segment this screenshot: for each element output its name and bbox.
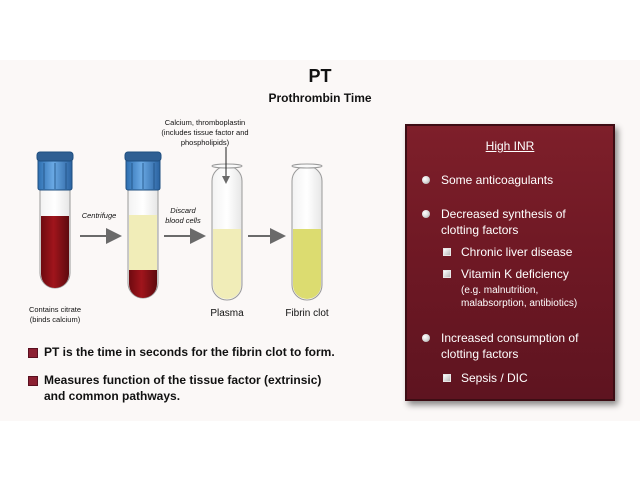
clot-fill bbox=[293, 229, 321, 299]
plasma-layer bbox=[129, 215, 157, 270]
reagent-label-line-2: (includes tissue factor and bbox=[161, 128, 249, 137]
tube1-label-line-2: (binds calcium) bbox=[29, 315, 81, 324]
bullet-item bbox=[28, 344, 388, 360]
square-sub-bullet-icon bbox=[443, 248, 451, 256]
tube-centrifuged bbox=[125, 152, 161, 298]
slide-subtitle: Prothrombin Time bbox=[268, 91, 372, 105]
tube-fibrin-clot bbox=[292, 164, 322, 300]
square-sub-bullet-icon bbox=[443, 374, 451, 382]
round-bullet-icon bbox=[422, 334, 430, 342]
bullet-text: and common pathways. bbox=[44, 389, 181, 403]
bullet-item bbox=[28, 372, 388, 404]
panel-sub-item: Sepsis / DIC bbox=[461, 371, 528, 385]
reagent-label-line-1: Calcium, thromboplastin bbox=[164, 118, 246, 127]
plasma-fill bbox=[213, 229, 241, 299]
tube1-label-line-1: Contains citrate bbox=[28, 305, 82, 314]
square-sub-bullet-icon bbox=[443, 270, 451, 278]
centrifuge-label: Centrifuge bbox=[81, 211, 117, 220]
round-bullet-icon bbox=[422, 176, 430, 184]
tube-plasma bbox=[212, 164, 242, 300]
cell-layer bbox=[129, 270, 157, 298]
bullet-text: PT is the time in seconds for the fibrin clot to form. bbox=[44, 345, 335, 359]
round-bullet-icon bbox=[422, 210, 430, 218]
panel-item: Some anticoagulants bbox=[441, 173, 554, 187]
panel-sub-item: Vitamin K deficiency bbox=[461, 267, 569, 281]
square-bullet-icon bbox=[28, 348, 38, 358]
panel-title: High INR bbox=[485, 139, 535, 153]
discard-label-line-2: blood cells bbox=[165, 216, 201, 225]
high-inr-panel bbox=[405, 124, 615, 401]
slide-title: PT bbox=[308, 66, 332, 86]
square-bullet-icon bbox=[28, 376, 38, 386]
reagent-label-line-3: phospholipids) bbox=[180, 138, 230, 147]
bullet-text: Measures function of the tissue factor (extrinsic) bbox=[44, 373, 322, 387]
fibrin-clot-label: Fibrin clot bbox=[285, 308, 329, 319]
panel-sub-note: (e.g. malnutrition, malabsorption, antibiotics) bbox=[461, 285, 578, 309]
tube-whole-blood bbox=[37, 152, 73, 288]
panel-item: Increased consumption of clotting factors bbox=[441, 331, 579, 361]
plasma-label: Plasma bbox=[210, 308, 244, 319]
panel-sub-item: Chronic liver disease bbox=[461, 245, 573, 259]
discard-label-line-1: Discard bbox=[170, 206, 196, 215]
panel-item: Decreased synthesis of clotting factors bbox=[441, 207, 566, 237]
bullet-list bbox=[28, 344, 388, 404]
blood-fill bbox=[41, 216, 69, 288]
